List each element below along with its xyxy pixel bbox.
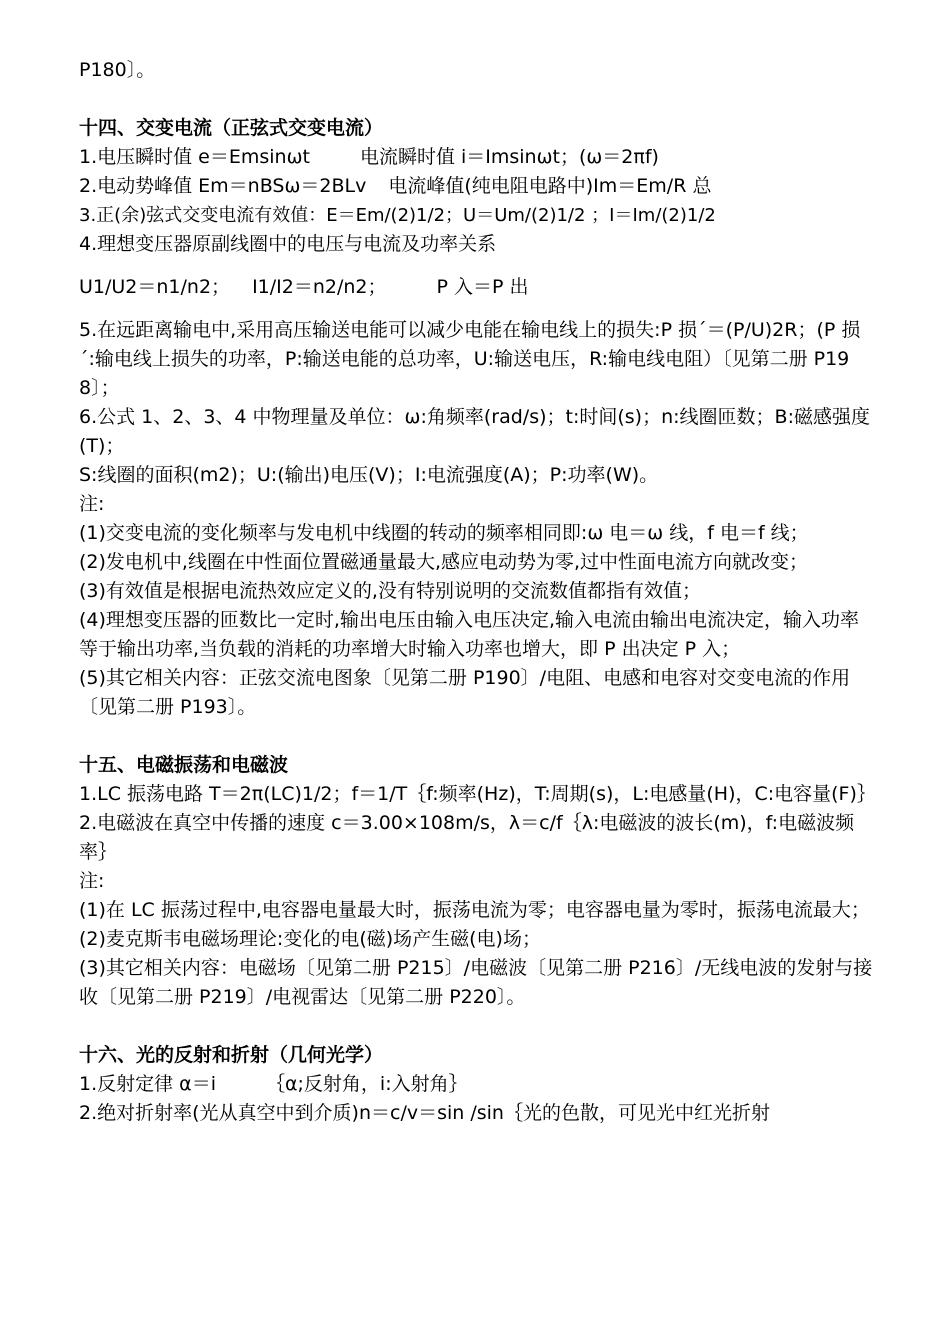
spacer <box>79 302 875 316</box>
sec14-note-1: (1)交变电流的变化频率与发电机中线圈的转动的频率相同即:ω 电＝ω 线，f 电＝f 线； <box>79 522 809 544</box>
sec14-line-3: 3.正(余)弦式交变电流有效值：E＝Em/(2)1/2；U＝Um/(2)1/2 ；I＝Im/(2)1/2 <box>79 205 716 226</box>
sec14-line-2b: 电流峰值(纯电阻电路中)Im＝Em/R 总 <box>388 175 712 197</box>
sec14-line-5: 5.在远距离输电中,采用高压输送电能可以减少电能在输电线上的损失:P 损´＝(P/U)2R；(P 损´:输电线上损失的功率，P:输送电能的总功率，U:输送电压，R:输电线电阻）〔见第二册 P198〕； <box>79 319 861 399</box>
sec16-line-1a: 1.反射定律 α＝i <box>79 1073 216 1095</box>
sec14-line-4: 4.理想变压器原副线圈中的电压与电流及功率关系 <box>79 233 497 255</box>
continuation-line: P180〕。 <box>79 59 156 81</box>
spacer <box>79 259 875 273</box>
document-page <box>79 56 875 1128</box>
sec14-line-1 <box>79 143 875 172</box>
sec14-line-6: 6.公式 1、2、3、4 中物理量及单位：ω:角频率(rad/s)；t:时间(s)；n:线圈匝数；B:磁感强度(T)； <box>79 406 870 457</box>
sec16-line-1b: ｛α;反射角，i:入射角｝ <box>265 1073 468 1095</box>
spacer <box>79 85 875 114</box>
sec14-line-6b: S:线圈的面积(m2)；U:(输出)电压(V)；I:电流强度(A)；P:功率(W)。 <box>79 464 659 486</box>
section-16-title: 十六、光的反射和折射（几何光学） <box>79 1044 384 1066</box>
section-14-title: 十四、交变电流（正弦式交变电流） <box>79 117 384 139</box>
sec14-note-3: (3)有效值是根据电流热效应定义的,没有特别说明的交流数值都指有效值； <box>79 580 701 602</box>
sec15-note-1: (1)在 LC 振荡过程中,电容器电量最大时，振荡电流为零；电容器电量为零时，振荡电流最大； <box>79 899 870 921</box>
sec15-line-1: 1.LC 振荡电路 T＝2π(LC)1/2；f＝1/T｛f:频率(Hz)，T:周期(s)，L:电感量(H)，C:电容量(F)｝ <box>79 783 876 805</box>
sec14-formula-a: U1/U2＝n1/n2； <box>79 276 231 298</box>
sec16-line-1 <box>79 1070 875 1099</box>
section-15-title: 十五、电磁振荡和电磁波 <box>79 754 289 776</box>
spacer <box>79 722 875 751</box>
sec14-note-2: (2)发电机中,线圈在中性面位置磁通量最大,感应电动势为零,过中性面电流方向就改变； <box>79 551 809 573</box>
spacer <box>79 1012 875 1041</box>
sec14-line-2a: 2.电动势峰值 Em＝nBSω＝2BLv <box>79 175 367 197</box>
sec14-note-label: 注: <box>79 493 105 515</box>
sec15-note-2: (2)麦克斯韦电磁场理论:变化的电(磁)场产生磁(电)场； <box>79 928 541 950</box>
sec14-note-4: (4)理想变压器的匝数比一定时,输出电压由输入电压决定,输入电流由输出电流决定，输入功率等于输出功率,当负载的消耗的功率增大时输入功率也增大，即 P 出决定 P 入； <box>79 609 859 660</box>
sec15-line-2: 2.电磁波在真空中传播的速度 c＝3.00×108m/s，λ＝c/f｛λ:电磁波的波长(m)，f:电磁波频率｝ <box>79 812 855 863</box>
sec14-line-1b: 电流瞬时值 i＝Imsinωt；(ω＝2πf) <box>359 146 659 168</box>
sec15-note-label: 注: <box>79 870 105 892</box>
sec14-formula-line <box>79 273 875 302</box>
sec15-note-3: (3)其它相关内容：电磁场〔见第二册 P215〕/电磁波〔见第二册 P216〕/无线电波的发射与接收〔见第二册 P219〕/电视雷达〔见第二册 P220〕。 <box>79 957 873 1008</box>
sec14-formula-c: P 入＝P 出 <box>436 276 529 298</box>
sec14-line-2 <box>79 172 875 201</box>
sec16-line-2: 2.绝对折射率(光从真空中到介质)n＝c/v＝sin /sin｛光的色散，可见光中红光折射 <box>79 1102 770 1124</box>
sec14-line-1a: 1.电压瞬时值 e＝Emsinωt <box>79 146 310 168</box>
sec14-note-5: (5)其它相关内容：正弦交流电图象〔见第二册 P190〕/电阻、电感和电容对交变电流的作用〔见第二册 P193〕。 <box>79 667 851 718</box>
sec14-formula-b: I1/I2＝n2/n2； <box>252 276 387 298</box>
